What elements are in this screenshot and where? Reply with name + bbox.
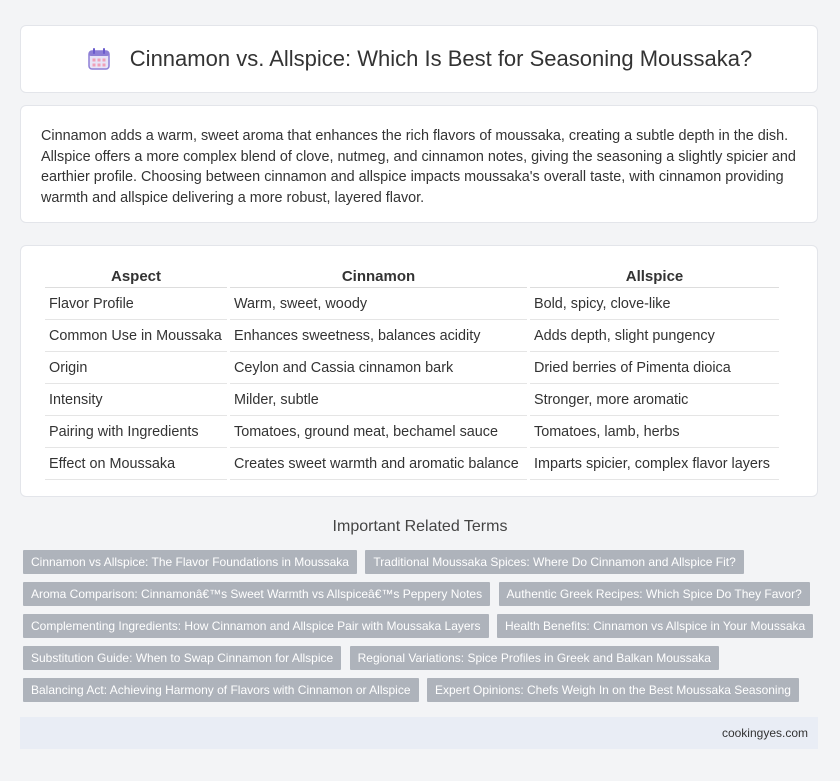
table-row <box>45 384 779 416</box>
related-term-tag[interactable]: Health Benefits: Cinnamon vs Allspice in Your Moussaka <box>497 614 813 638</box>
table-cell: Flavor Profile <box>45 288 227 320</box>
related-term-tag[interactable]: Aroma Comparison: Cinnamonâ€™s Sweet Warmth vs Allspiceâ€™s Peppery Notes <box>23 582 490 606</box>
table-cell: Effect on Moussaka <box>45 448 227 480</box>
title-card <box>20 25 818 93</box>
table-row <box>45 448 779 480</box>
table-cell: Adds depth, slight pungency <box>530 320 779 352</box>
related-term-tag[interactable]: Expert Opinions: Chefs Weigh In on the Best Moussaka Seasoning <box>427 678 799 702</box>
footer-site-name[interactable]: cookingyes.com <box>721 726 808 740</box>
table-cell: Pairing with Ingredients <box>45 416 227 448</box>
related-terms-title: Important Related Terms <box>332 518 508 535</box>
table-cell: Common Use in Moussaka <box>45 320 227 352</box>
table-cell: Dried berries of Pimenta dioica <box>530 352 779 384</box>
table-header-row <box>45 264 779 288</box>
table-row <box>45 320 779 352</box>
related-term-tag[interactable]: Regional Variations: Spice Profiles in Greek and Balkan Moussaka <box>350 646 719 670</box>
comparison-table <box>42 264 782 480</box>
column-header-allspice: Allspice <box>530 264 779 288</box>
comparison-table-card <box>20 245 818 497</box>
related-term-tag[interactable]: Authentic Greek Recipes: Which Spice Do They Favor? <box>499 582 810 606</box>
table-cell: Tomatoes, lamb, herbs <box>530 416 779 448</box>
table-cell: Bold, spicy, clove-like <box>530 288 779 320</box>
related-term-tag[interactable]: Balancing Act: Achieving Harmony of Flavors with Cinnamon or Allspice <box>23 678 419 702</box>
column-header-aspect: Aspect <box>45 264 227 288</box>
related-term-tag[interactable]: Complementing Ingredients: How Cinnamon and Allspice Pair with Moussaka Layers <box>23 614 489 638</box>
intro-card <box>20 105 818 223</box>
table-row <box>45 288 779 320</box>
table-cell: Stronger, more aromatic <box>530 384 779 416</box>
related-term-tag[interactable]: Traditional Moussaka Spices: Where Do Cinnamon and Allspice Fit? <box>365 550 743 574</box>
table-cell: Creates sweet warmth and aromatic balance <box>230 448 527 480</box>
table-cell: Intensity <box>45 384 227 416</box>
table-row <box>45 352 779 384</box>
calendar-icon <box>86 46 112 72</box>
table-cell: Milder, subtle <box>230 384 527 416</box>
table-cell: Ceylon and Cassia cinnamon bark <box>230 352 527 384</box>
column-header-cinnamon: Cinnamon <box>230 264 527 288</box>
table-row <box>45 416 779 448</box>
related-term-tag[interactable]: Cinnamon vs Allspice: The Flavor Foundations in Moussaka <box>23 550 357 574</box>
table-cell: Enhances sweetness, balances acidity <box>230 320 527 352</box>
related-term-tag[interactable]: Substitution Guide: When to Swap Cinnamon for Allspice <box>23 646 341 670</box>
footer <box>20 717 818 749</box>
intro-text: Cinnamon adds a warm, sweet aroma that enhances the rich flavors of moussaka, creating a subtle depth in the dish. Allspice offers a more complex blend of clove, nutmeg, and cinnamon notes, giving the seasoning a slightly spicier and earthier profile. Choosing between cinnamon and allspice impacts moussaka's overall taste, with cinnamon providing warmth and allspice delivering a more robust, layered flavor. <box>41 128 796 206</box>
table-cell: Warm, sweet, woody <box>230 288 527 320</box>
table-cell: Tomatoes, ground meat, bechamel sauce <box>230 416 527 448</box>
table-cell: Imparts spicier, complex flavor layers <box>530 448 779 480</box>
related-terms-tags <box>23 550 823 710</box>
table-cell: Origin <box>45 352 227 384</box>
page-title: Cinnamon vs. Allspice: Which Is Best for Seasoning Moussaka? <box>129 46 753 71</box>
